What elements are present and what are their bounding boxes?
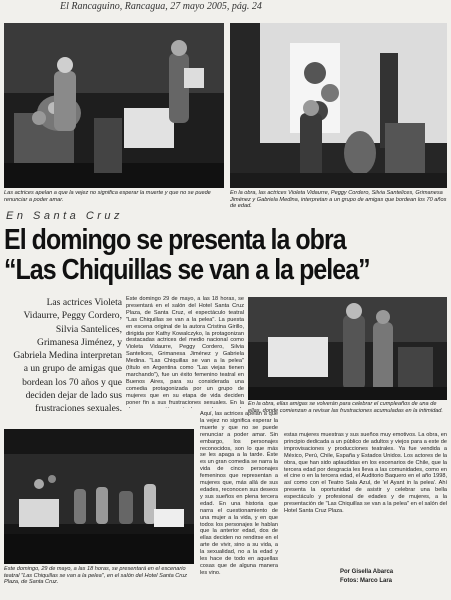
article-column-3: estas mujeres muestras y sus sueños muy emotivos. La obra, en principio dedicada a un público de adultos y viejos para a este de improvisaciones y producciones teatrales. Ya fue vendida a México, Perú, Chile, España y Estados Unidos. Los actores de la obra, que han sido aplaudidas en los escenarios de Chile, que la tercera edad por desgracia les lleva a las comunidades, como en el cine o en la tercera edad, el Auditorio Baquero en el año 1998, así como con el Teatro Sala Azul, de 'el Ayant in la pelea'. Ahí presenta la oportunidad de asistir y celebrar una bella espectáculo y profesional de edades y de mujeres, a la presentación de "Las Chiquillas se van a la pelea" en el salón del Hotel Santa Cruz Plaza.: [284, 432, 447, 514]
article-column-2: Aquí, las actrices apelan a que la vejez no significa esperar la muerte y que no se puede renunciar a poder amar. Sin embargo, los personajes reconocidos, son lo que más se les apaga a la tarde. Éste es un gran comedia se narra la vida de cinco personajes femeninos que representan a mujeres que, más allá de sus edades, reconocen sus deseos y sus sueños en plena tercera edad. En una historia que narra el cuestionamiento de una mujer a la vida, y en que todos los personajes le hablan que la anterior edad, dos de ellas deciden no rendirse en el arte de vivir, sino a su vida, a la sexualidad, no a la edad y les hace de todo en aquellas cosas que de alguna manera les vino.: [200, 411, 278, 576]
headline-line-1: El domingo se presenta la obra: [4, 224, 346, 256]
stage-scene-image: [4, 429, 194, 564]
byline-photo: Fotos: Marco Lara: [340, 578, 393, 584]
stage-scene-image: [248, 297, 447, 400]
article-column-1: Este domingo 29 de mayo, a las 18 horas, se presentará en el salón del Hotel Santa Cruz Plaza, de Santa Cruz, el espectáculo teatral "Las Chiquillas se van a la pelea". La puesta en escena original de la autora Cristina Girillo, dirigida por Kathy Kowalczyko, la protagonizan destacadas actrices del medio nacional como Violeta Vidaurre, Peggy Cordero, Silvia Santelices, Grimanesa Jiménez y Gabriela Medina. "Las Chiquillas se van a la pelea" (título en Argentina como "Las viejas tienen marchando"), fue un éxito femenino teatral en Buenos Aires, para su considerada una comedia protagonizada por un grupo de mujeres que en su etapa de vida deciden poner fin a sus frustraciones sexuales. En la: [126, 296, 244, 406]
byline-writer: Por Gisella Abarca: [340, 569, 394, 575]
stage-scene-image: [230, 23, 447, 188]
photo-top-right-caption: En la obra, las actrices Violeta Vidaurre, Peggy Cordero, Silvia Santelices, Grimanesa Jiménez y Gabriela Medina, interpretan a un grupo de amigas que bordean los 70 años de edad.: [230, 190, 447, 210]
photo-middle-right: [248, 297, 447, 400]
photo-bottom-left-caption: Este domingo, 29 de mayo, a las 18 horas, se presentará en el escenario teatral "Las Chiquillas se van a la pelea", en el salón del Hotel Santa Cruz Plaza, de Santa Cruz.: [4, 566, 188, 586]
article-deck: Las actrices Violeta Vidaurre, Peggy Cordero, Silvia Santelices, Grimanesa Jiménez, y Gabriela Medina interpretan a un grupo de amigas que bordean los 70 años y que deciden dejar de lado sus frustraciones sexuales.: [13, 297, 122, 415]
photo-top-left-caption: Las actrices apelan a que la vejez no significa esperar la muerte y que no se puede renunciar a poder amar.: [4, 190, 211, 203]
article-kicker: En Santa Cruz: [6, 210, 124, 222]
headline-line-2: “Las Chiquillas se van a la pelea”: [4, 254, 370, 286]
photo-middle-right-caption: En la obra, ellas amigas se volverán para celebrar el cumpleaños de una de ellas, donde comienzan a revisar las frustraciones acumuladas en la intimidad.: [248, 401, 443, 414]
photo-top-left: [4, 23, 224, 188]
handwritten-note: El Rancaguino, Rancagua, 27 mayo 2005, pág. 24: [60, 1, 262, 12]
photo-bottom-left: [4, 429, 194, 564]
stage-scene-image: [4, 23, 224, 188]
photo-top-right: [230, 23, 447, 188]
